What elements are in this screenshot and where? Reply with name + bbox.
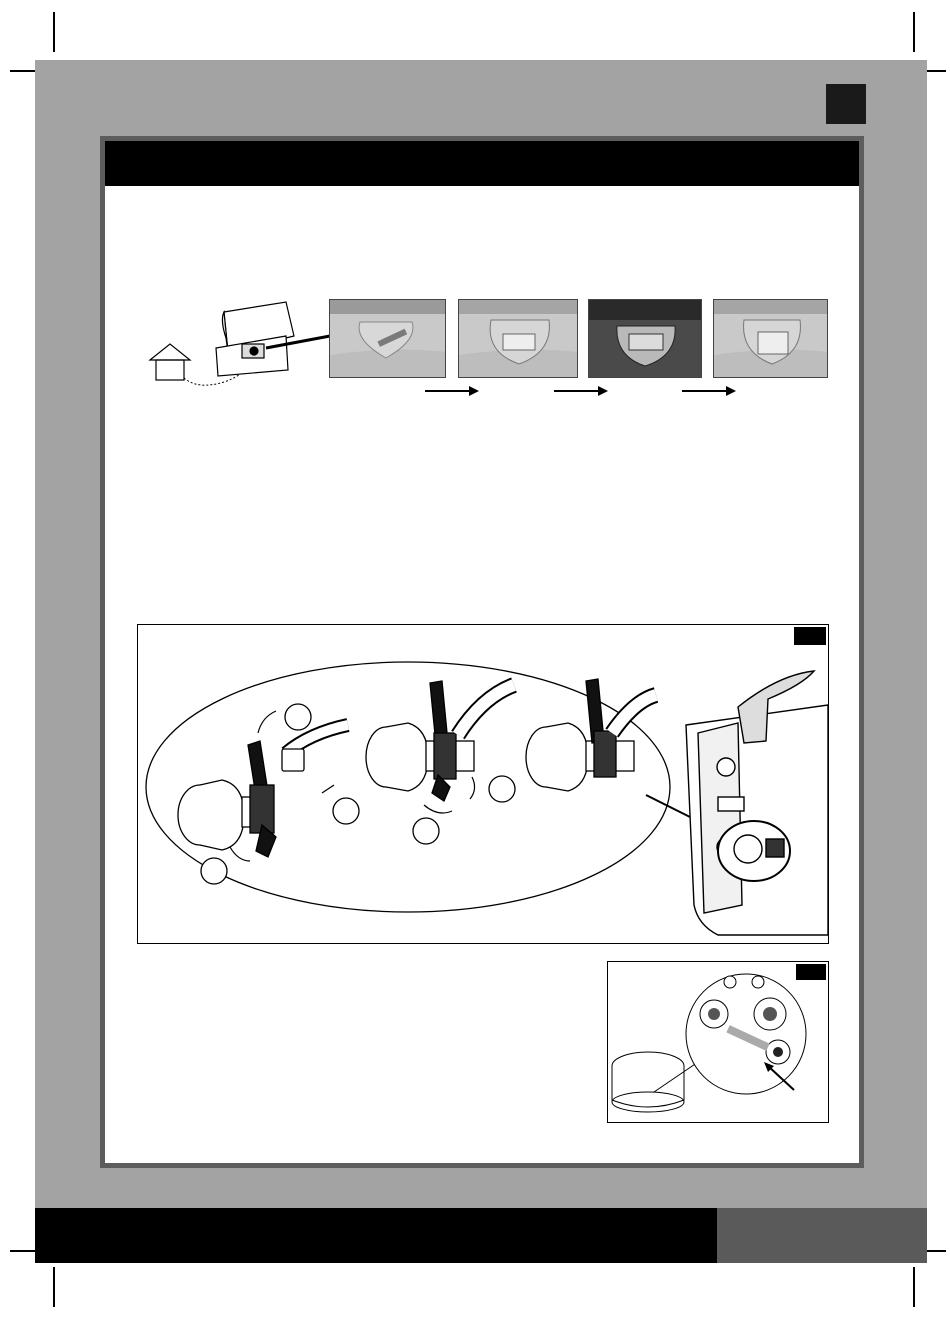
crop-mark-top-right-vertical (913, 12, 915, 52)
right-arrow-icon (682, 385, 737, 397)
step-marker-5 (489, 776, 515, 802)
figure-a-tag (794, 627, 826, 645)
crop-mark-bottom-left-vertical (53, 1267, 55, 1307)
pump-unit (216, 302, 330, 376)
photo-step-2 (458, 299, 578, 378)
valve-diagram-drawing (138, 625, 828, 943)
pool-detail-figure (607, 961, 829, 1123)
crop-mark-top-left-vertical (53, 12, 55, 52)
valve-connection-figure (137, 624, 829, 944)
figure-b-tag (796, 964, 826, 980)
step-marker-3 (201, 858, 227, 884)
footer-page-block (717, 1208, 927, 1263)
section-header-bar (105, 141, 859, 186)
right-arrow-icon (425, 385, 480, 397)
pump-connection-illustration (146, 298, 336, 388)
crop-mark-bottom-right-vertical (913, 1267, 915, 1307)
step-marker-4 (413, 818, 439, 844)
language-tab (826, 84, 866, 124)
step-marker-2 (333, 798, 359, 824)
step-marker-1 (285, 704, 311, 730)
pool-detail-drawing (608, 962, 828, 1122)
footer-bar (35, 1208, 717, 1263)
house-icon (150, 344, 190, 380)
photo-step-1 (329, 299, 446, 378)
right-arrow-icon (554, 385, 609, 397)
pump-body-drawing (686, 671, 828, 935)
photo-step-3 (588, 299, 702, 378)
photo-step-4 (713, 299, 828, 378)
